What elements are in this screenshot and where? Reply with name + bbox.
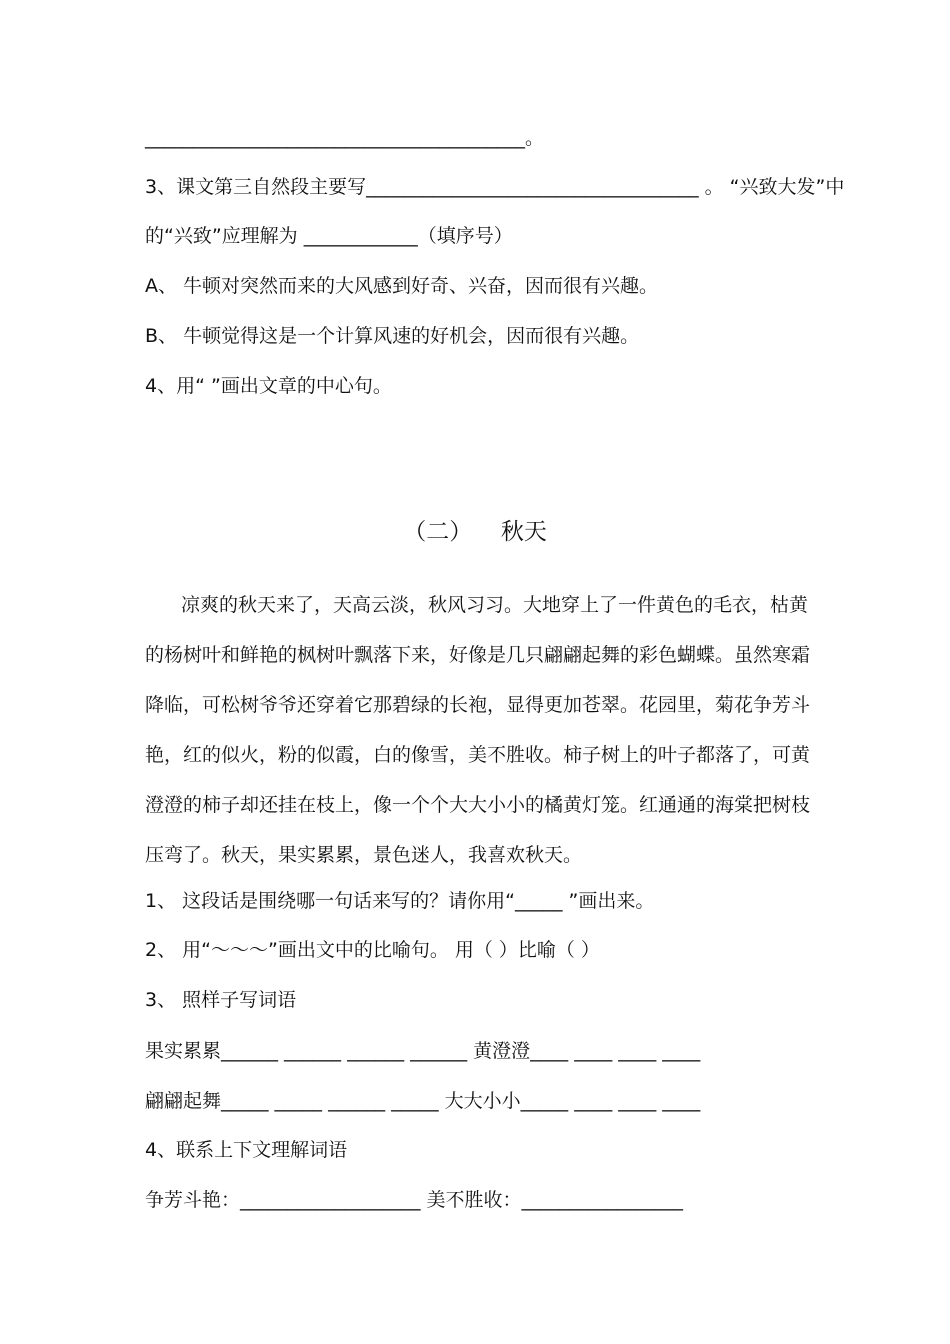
passage-line: 的杨树叶和鲜艳的枫树叶飘落下来，好像是几只翩翩起舞的彩色蝴蝶。虽然寒霜 <box>145 644 811 666</box>
section-title <box>0 513 950 546</box>
answer-blank-line: ________________________________________。 <box>145 127 545 149</box>
section-number: （二） <box>403 519 473 545</box>
question-4-row: 争芳斗艳：___________________ 美不胜收：_________________ <box>145 1189 684 1211</box>
passage-line: 艳，红的似火，粉的似霞，白的像雪，美不胜收。柿子树上的叶子都落了，可黄 <box>145 744 811 766</box>
passage-line: 凉爽的秋天来了，天高云淡，秋风习习。大地穿上了一件黄色的毛衣，枯黄 <box>181 594 809 616</box>
question-4: 4、用“ ”画出文章的中心句。 <box>145 375 392 397</box>
question-3-line-2: 的“兴致”应理解为 ____________（填序号） <box>145 225 513 247</box>
section-name: 秋天 <box>500 519 547 545</box>
question-4-heading: 4、联系上下文理解词语 <box>145 1139 348 1161</box>
question-3-row-2: 翩翩起舞_____ _____ ______ _____ 大大小小_____ ____ ____ ____ <box>145 1090 701 1112</box>
question-1: 1、 这段话是围绕哪一句话来写的？请你用“_____ ”画出来。 <box>145 890 655 912</box>
question-3-row-1: 果实累累______ ______ ______ ______ 黄澄澄____ ____ ____ ____ <box>145 1040 701 1062</box>
question-2: 2、 用“～～～”画出文中的比喻句。 用（ ）比喻（ ） <box>145 939 600 961</box>
question-3-line-1: 3、课文第三自然段主要写___________________________________ 。 “兴致大发”中 <box>145 176 845 198</box>
option-a: A、 牛顿对突然而来的大风感到好奇、兴奋，因而很有兴趣。 <box>145 275 659 297</box>
question-3: 3、 照样子写词语 <box>145 989 297 1011</box>
option-b: B、 牛顿觉得这是一个计算风速的好机会，因而很有兴趣。 <box>145 325 640 347</box>
passage-line: 澄澄的柿子却还挂在枝上，像一个个大大小小的橘黄灯笼。红通通的海棠把树枝 <box>145 794 811 816</box>
passage-line: 降临，可松树爷爷还穿着它那碧绿的长袍，显得更加苍翠。花园里，菊花争芳斗 <box>145 694 811 716</box>
passage-line: 压弯了。秋天，果实累累，景色迷人，我喜欢秋天。 <box>145 844 583 866</box>
